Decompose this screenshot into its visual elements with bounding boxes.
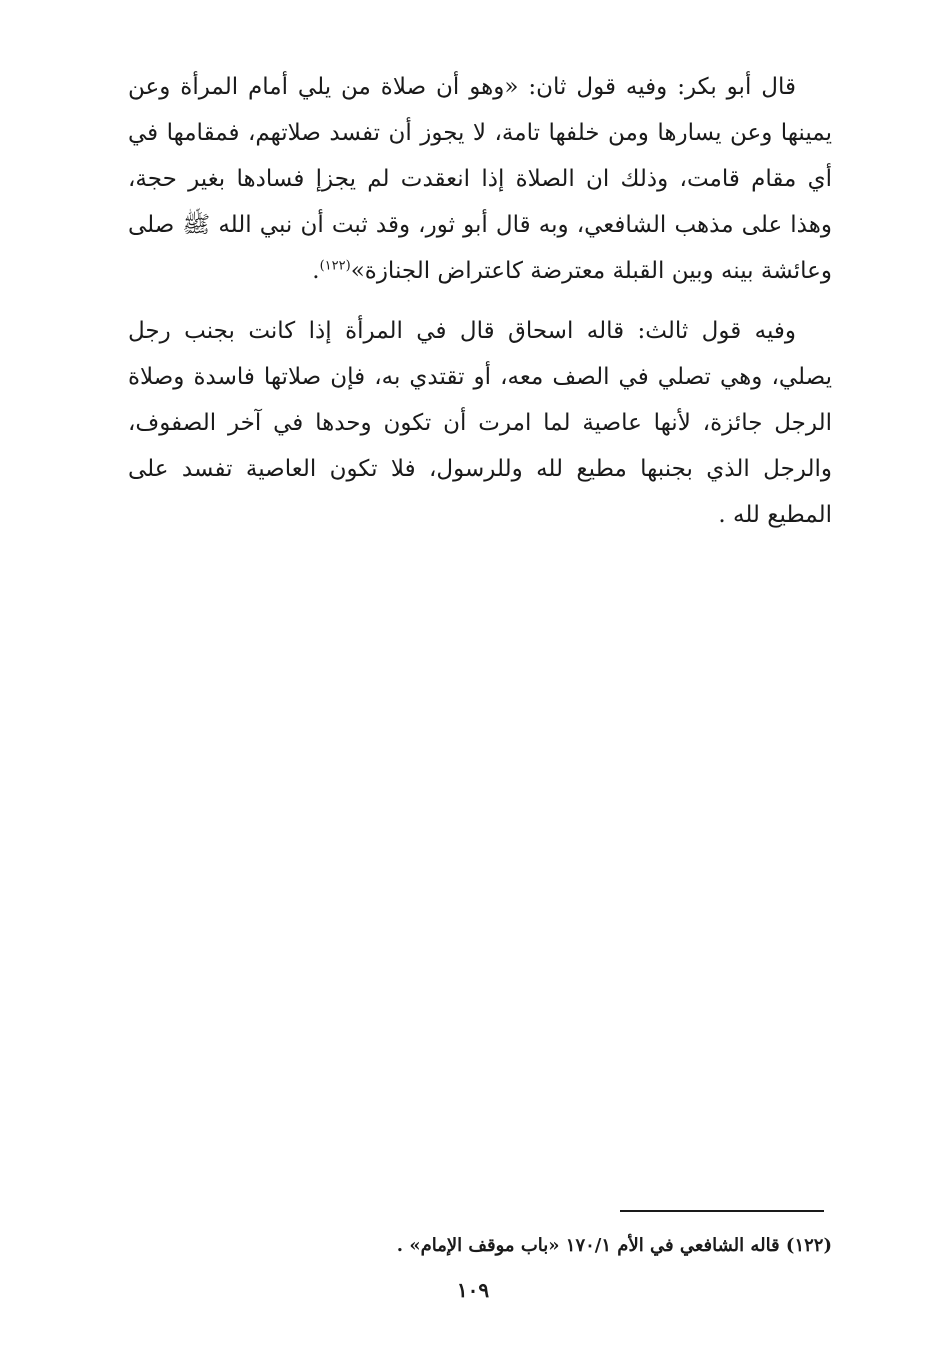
footnote-reference[interactable]: (١٢٢)	[319, 258, 351, 274]
paragraph-1	[128, 64, 832, 294]
paragraph-2	[128, 308, 832, 538]
footnote-divider	[620, 1210, 824, 1212]
page-number: ١٠٩	[456, 1278, 490, 1302]
main-text	[128, 64, 832, 538]
paragraph-1-end: .	[312, 258, 320, 284]
paragraph-1-text: قال أبو بكر: وفيه قول ثان: «وهو أن صلاة من يلي أمام المرأة وعن يمينها وعن يسارها ومن خلفها تامة، لا يجوز أن تفسد صلاتهم، فمقامها في أي مقام قامت، وذلك ان الصلاة إذا انعقدت لم يجزإ فسادها بغير حجة، وهذا على مذهب الشافعي، وبه قال أبو ثور، وقد ثبت أن نبي الله ﷺ صلى وعائشة بينه وبين القبلة معترضة كاعتراض الجنازة»	[128, 74, 832, 284]
footnote: (١٢٢) قاله الشافعي في الأم ١٧٠/١ «باب موقف الإمام» .	[396, 1235, 832, 1256]
paragraph-2-text: وفيه قول ثالث: قاله اسحاق قال في المرأة إذا كانت بجنب رجل يصلي، وهي تصلي في الصف معه، أو تقتدي به، فإن صلاتها فاسدة وصلاة الرجل جائزة، لأنها عاصية لما امرت أن تكون وحدها في آخر الصفوف، والرجل الذي بجنبها مطيع لله وللرسول، فلا تكون العاصية تفسد على المطيع لله .	[128, 318, 832, 528]
